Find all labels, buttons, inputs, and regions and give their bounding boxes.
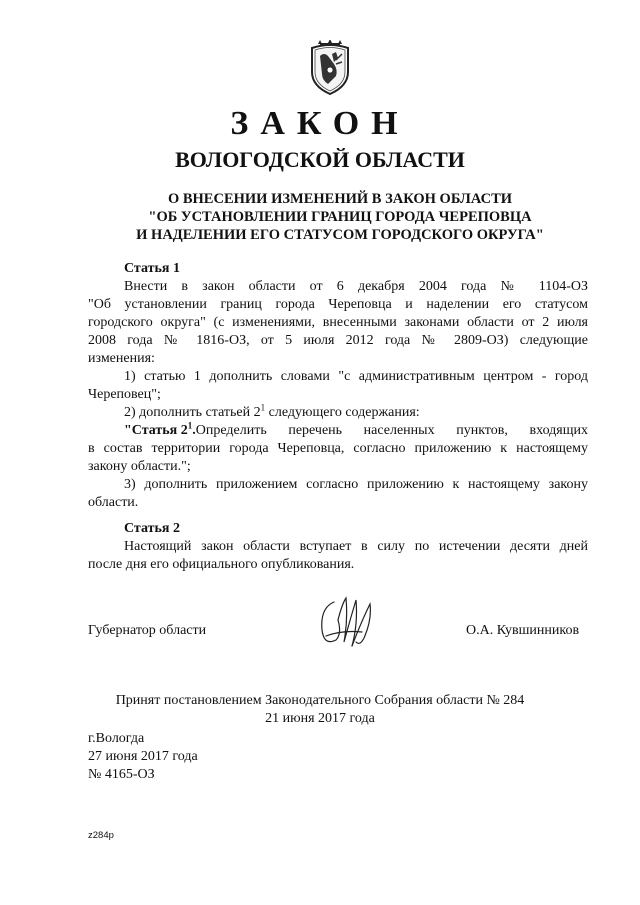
article-2-text-line: Настоящий закон области вступает в силу по истечении десяти дней xyxy=(124,539,588,554)
coat-of-arms-icon xyxy=(306,40,354,96)
law-subject xyxy=(90,190,590,244)
subject-line: "ОБ УСТАНОВЛЕНИИ ГРАНИЦ ГОРОДА ЧЕРЕПОВЦА xyxy=(148,209,532,225)
amendment-item-3-cont: области. xyxy=(88,495,139,510)
signatory-position: Губернатор области xyxy=(88,623,207,638)
document-region: ВОЛОГОДСКОЙ ОБЛАСТИ xyxy=(175,147,465,172)
law-number: № 4165-ОЗ xyxy=(88,767,155,782)
adoption-note xyxy=(0,692,640,728)
quoted-article-label: "Статья 2 xyxy=(124,423,188,438)
document-code: z284p xyxy=(88,830,114,841)
article-1-text-line: 2008 года № 1816-ОЗ, от 5 июля 2012 года № 2809-ОЗ) следующие xyxy=(88,333,588,348)
amendment-item-2-text: 2) дополнить статьей 2 xyxy=(124,405,261,420)
issue-city: г.Вологда xyxy=(88,731,145,746)
article-1-heading: Статья 1 xyxy=(124,261,180,276)
superscript: 1 xyxy=(187,420,193,431)
quoted-article xyxy=(124,422,588,440)
issue-date: 27 июня 2017 года xyxy=(88,749,198,764)
amendment-item-2-text: следующего содержания: xyxy=(265,405,420,420)
article-1-text-line: "Об установлении границ города Череповца и наделении его статусом xyxy=(88,297,588,312)
handwritten-signature-icon xyxy=(312,590,378,656)
subject-line: И НАДЕЛЕНИИ ЕГО СТАТУСОМ ГОРОДСКОГО ОКРУГА" xyxy=(136,227,544,243)
adoption-line: Принят постановлением Законодательного Собрания области № 284 xyxy=(115,693,525,708)
superscript: 1 xyxy=(260,402,266,413)
adoption-line: 21 июня 2017 года xyxy=(265,711,375,726)
signatory-name: О.А. Кувшинников xyxy=(466,623,580,638)
quoted-article-dot: . xyxy=(192,423,196,438)
article-1-text-line: изменения: xyxy=(88,351,155,366)
document-title: ЗАКОН xyxy=(230,105,410,142)
quoted-article-text: Определить перечень населенных пунктов, входящих xyxy=(195,423,588,438)
amendment-item-1-cont: Череповец"; xyxy=(88,387,161,402)
quoted-article-heading xyxy=(124,422,196,440)
article-2-heading: Статья 2 xyxy=(124,521,180,536)
article-1-text-line: Внести в закон области от 6 декабря 2004 года № 1104-ОЗ xyxy=(124,279,588,294)
amendment-item-1: 1) статью 1 дополнить словами "с административным центром - город xyxy=(124,369,588,384)
article-1-text-line: городского округа" (с изменениями, внесенными законами области от 2 июля xyxy=(88,315,588,330)
article-2-text-line: после дня его официального опубликования. xyxy=(88,557,355,572)
subject-line: О ВНЕСЕНИИ ИЗМЕНЕНИЙ В ЗАКОН ОБЛАСТИ xyxy=(167,191,513,207)
amendment-item-2 xyxy=(124,404,420,422)
amendment-item-3: 3) дополнить приложением согласно приложению к настоящему закону xyxy=(124,477,588,492)
quoted-article-text: закону области."; xyxy=(88,459,191,474)
quoted-article-text: в состав территории города Череповца, согласно приложению к настоящему xyxy=(88,441,588,456)
